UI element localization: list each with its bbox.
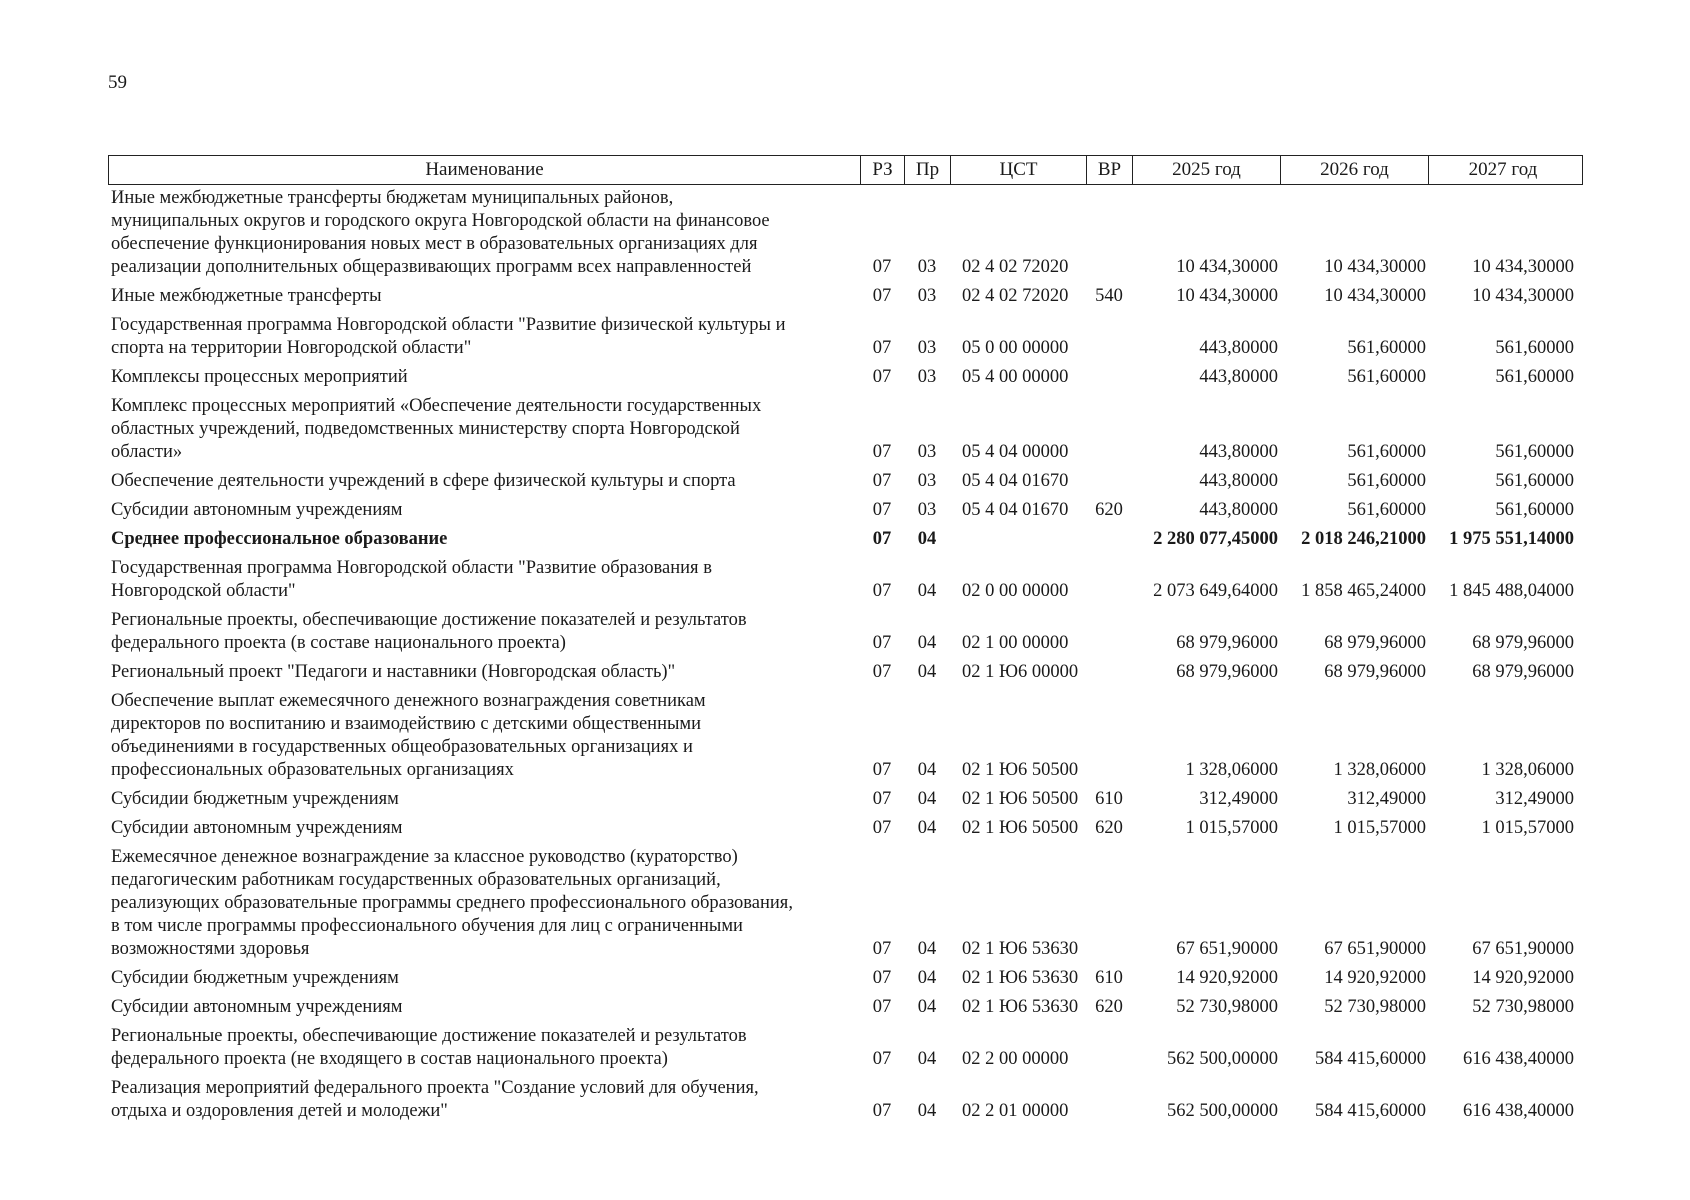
row-amount-2027: 561,60000 xyxy=(1495,442,1574,462)
row-rz: 07 xyxy=(872,1101,892,1121)
table-header xyxy=(108,155,1583,185)
row-cst: 02 1 00 00000 xyxy=(962,633,1069,653)
row-name: Иные межбюджетные трансферты xyxy=(111,286,382,306)
row-amount-2027: 10 434,30000 xyxy=(1472,257,1574,277)
row-amount-2026: 1 858 465,24000 xyxy=(1301,581,1426,601)
row-pr: 03 xyxy=(917,367,937,387)
row-cst: 02 1 Ю6 50500 xyxy=(962,760,1079,780)
row-pr: 03 xyxy=(917,286,937,306)
row-pr: 03 xyxy=(917,500,937,520)
row-amount-2027: 561,60000 xyxy=(1495,471,1574,491)
row-amount-2025: 1 015,57000 xyxy=(1185,818,1278,838)
table-row xyxy=(108,846,1583,961)
row-amount-2026: 561,60000 xyxy=(1347,500,1426,520)
row-amount-2027: 68 979,96000 xyxy=(1472,662,1574,682)
row-amount-2025: 312,49000 xyxy=(1199,789,1278,809)
row-rz: 07 xyxy=(872,471,892,491)
row-amount-2027: 1 845 488,04000 xyxy=(1449,581,1574,601)
row-rz: 07 xyxy=(872,1049,892,1069)
row-amount-2026: 67 651,90000 xyxy=(1324,939,1426,959)
row-cst: 02 4 02 72020 xyxy=(962,286,1069,306)
row-name: Комплекс процессных мероприятий «Обеспечение деятельности государственных областных учреждений, подведомственных министерству спорта Новгородской области» xyxy=(111,396,762,462)
row-amount-2027: 14 920,92000 xyxy=(1472,968,1574,988)
row-amount-2025: 10 434,30000 xyxy=(1176,257,1278,277)
header-name: Наименование xyxy=(109,156,861,184)
header-pr: Пр xyxy=(905,156,951,184)
row-name: Обеспечение деятельности учреждений в сфере физической культуры и спорта xyxy=(111,471,736,491)
row-vr: 620 xyxy=(1095,818,1123,838)
page-number: 59 xyxy=(108,72,127,93)
row-amount-2027: 1 328,06000 xyxy=(1481,760,1574,780)
row-amount-2026: 1 328,06000 xyxy=(1333,760,1426,780)
row-rz: 07 xyxy=(872,760,892,780)
row-amount-2026: 14 920,92000 xyxy=(1324,968,1426,988)
row-rz: 07 xyxy=(872,442,892,462)
row-amount-2025: 443,80000 xyxy=(1199,500,1278,520)
row-cst: 02 1 Ю6 53630 xyxy=(962,968,1079,988)
header-2027: 2027 год xyxy=(1468,159,1538,180)
row-cst: 05 0 00 00000 xyxy=(962,338,1069,358)
table-row xyxy=(108,285,1583,308)
row-rz: 07 xyxy=(872,581,892,601)
row-name: Субсидии автономным учреждениям xyxy=(111,997,403,1017)
row-amount-2027: 10 434,30000 xyxy=(1472,286,1574,306)
row-amount-2025: 562 500,00000 xyxy=(1167,1049,1278,1069)
row-amount-2026: 561,60000 xyxy=(1347,367,1426,387)
row-vr: 610 xyxy=(1095,968,1123,988)
row-amount-2025: 68 979,96000 xyxy=(1176,662,1278,682)
row-amount-2026: 584 415,60000 xyxy=(1315,1049,1426,1069)
row-pr: 03 xyxy=(917,442,937,462)
row-pr: 04 xyxy=(917,997,937,1017)
row-pr: 04 xyxy=(917,662,937,682)
table-row xyxy=(108,661,1583,684)
row-amount-2027: 1 015,57000 xyxy=(1481,818,1574,838)
table-row xyxy=(108,366,1583,389)
table-row xyxy=(108,690,1583,782)
row-pr: 04 xyxy=(917,789,937,809)
row-pr: 04 xyxy=(917,1049,937,1069)
row-cst: 02 1 Ю6 50500 xyxy=(962,818,1079,838)
table-row xyxy=(108,187,1583,279)
row-name: Ежемесячное денежное вознаграждение за классное руководство (кураторство) педагогическим работникам государственных образовательных организаций, реализующих образовательные программы среднего профессионального образования, в том числе программы профессионального обучения для лиц с ограниченными возможностями здоровья xyxy=(111,847,793,959)
header-cst: ЦСТ xyxy=(951,156,1087,184)
row-amount-2025: 562 500,00000 xyxy=(1167,1101,1278,1121)
row-amount-2025: 443,80000 xyxy=(1199,442,1278,462)
row-cst: 02 0 00 00000 xyxy=(962,581,1069,601)
row-cst: 02 4 02 72020 xyxy=(962,257,1069,277)
row-cst: 05 4 04 01670 xyxy=(962,471,1069,491)
row-name: Региональные проекты, обеспечивающие достижение показателей и результатов федерального проекта (в составе национального проекта) xyxy=(111,610,747,653)
row-cst: 05 4 00 00000 xyxy=(962,367,1069,387)
row-cst: 05 4 04 00000 xyxy=(962,442,1069,462)
row-cst: 02 1 Ю6 00000 xyxy=(962,662,1079,682)
row-amount-2027: 616 438,40000 xyxy=(1463,1101,1574,1121)
row-rz: 07 xyxy=(872,997,892,1017)
row-amount-2025: 10 434,30000 xyxy=(1176,286,1278,306)
table-row xyxy=(108,395,1583,464)
row-rz: 07 xyxy=(872,257,892,277)
table-row xyxy=(108,609,1583,655)
row-amount-2027: 312,49000 xyxy=(1495,789,1574,809)
row-pr: 04 xyxy=(917,818,937,838)
row-amount-2026: 561,60000 xyxy=(1347,442,1426,462)
row-amount-2025: 443,80000 xyxy=(1199,338,1278,358)
row-cst: 02 1 Ю6 53630 xyxy=(962,997,1079,1017)
table-row xyxy=(108,314,1583,360)
header-2025: 2025 год xyxy=(1133,156,1281,184)
table-row xyxy=(108,499,1583,522)
table-row xyxy=(108,528,1583,551)
row-amount-2026: 584 415,60000 xyxy=(1315,1101,1426,1121)
header-rz: РЗ xyxy=(861,156,905,184)
budget-table xyxy=(108,155,1583,1129)
row-name: Государственная программа Новгородской области "Развитие физической культуры и спорта на территории Новгородской области" xyxy=(111,315,786,358)
row-rz: 07 xyxy=(872,939,892,959)
row-pr: 04 xyxy=(917,633,937,653)
row-pr: 04 xyxy=(917,939,937,959)
row-name: Субсидии автономным учреждениям xyxy=(111,818,403,838)
row-vr: 540 xyxy=(1095,286,1123,306)
header-2026: 2026 год xyxy=(1281,156,1429,184)
row-amount-2025: 443,80000 xyxy=(1199,367,1278,387)
row-pr: 04 xyxy=(917,1101,937,1121)
row-name: Обеспечение выплат ежемесячного денежного вознаграждения советникам директоров по воспитанию и взаимодействию с детскими общественными объединениями в государственных общеобразовательных организациях и профессиональных образовательных организациях xyxy=(111,691,706,780)
row-amount-2027: 616 438,40000 xyxy=(1463,1049,1574,1069)
row-cst: 02 2 01 00000 xyxy=(962,1101,1069,1121)
row-cst: 05 4 04 01670 xyxy=(962,500,1069,520)
row-rz: 07 xyxy=(872,286,892,306)
row-name: Государственная программа Новгородской области "Развитие образования в Новгородской области" xyxy=(111,558,712,601)
row-rz: 07 xyxy=(872,789,892,809)
row-amount-2025: 2 280 077,45000 xyxy=(1153,529,1278,549)
row-rz: 07 xyxy=(872,338,892,358)
table-row xyxy=(108,967,1583,990)
row-rz: 07 xyxy=(872,367,892,387)
row-amount-2027: 67 651,90000 xyxy=(1472,939,1574,959)
row-name: Среднее профессиональное образование xyxy=(111,529,448,549)
table-row xyxy=(108,470,1583,493)
row-amount-2027: 561,60000 xyxy=(1495,367,1574,387)
row-pr: 03 xyxy=(917,257,937,277)
row-amount-2025: 1 328,06000 xyxy=(1185,760,1278,780)
header-vr: ВР xyxy=(1087,156,1133,184)
row-cst: 02 1 Ю6 50500 xyxy=(962,789,1079,809)
row-pr: 04 xyxy=(917,760,937,780)
row-rz: 07 xyxy=(872,662,892,682)
row-amount-2025: 52 730,98000 xyxy=(1176,997,1278,1017)
row-amount-2026: 10 434,30000 xyxy=(1324,257,1426,277)
row-amount-2025: 14 920,92000 xyxy=(1176,968,1278,988)
row-amount-2026: 68 979,96000 xyxy=(1324,633,1426,653)
row-pr: 04 xyxy=(917,529,937,549)
row-amount-2025: 443,80000 xyxy=(1199,471,1278,491)
row-cst: 02 1 Ю6 53630 xyxy=(962,939,1079,959)
row-amount-2026: 561,60000 xyxy=(1347,471,1426,491)
row-amount-2026: 52 730,98000 xyxy=(1324,997,1426,1017)
row-pr: 04 xyxy=(917,581,937,601)
row-name: Иные межбюджетные трансферты бюджетам муниципальных районов, муниципальных округов и городского округа Новгородской области на финансовое обеспечение функционирования новых мест в образовательных организациях для реализации дополнительных общеразвивающих программ всех направленностей xyxy=(111,188,770,277)
row-amount-2027: 561,60000 xyxy=(1495,338,1574,358)
row-amount-2026: 2 018 246,21000 xyxy=(1301,529,1426,549)
row-rz: 07 xyxy=(872,818,892,838)
row-name: Региональный проект "Педагоги и наставники (Новгородская область)" xyxy=(111,662,676,682)
row-amount-2026: 10 434,30000 xyxy=(1324,286,1426,306)
row-name: Региональные проекты, обеспечивающие достижение показателей и результатов федерального проекта (не входящего в состав национального проекта) xyxy=(111,1026,747,1069)
row-amount-2026: 68 979,96000 xyxy=(1324,662,1426,682)
row-vr: 620 xyxy=(1095,997,1123,1017)
row-rz: 07 xyxy=(872,500,892,520)
row-rz: 07 xyxy=(872,529,892,549)
row-cst: 02 2 00 00000 xyxy=(962,1049,1069,1069)
row-amount-2026: 561,60000 xyxy=(1347,338,1426,358)
row-pr: 03 xyxy=(917,471,937,491)
row-pr: 03 xyxy=(917,338,937,358)
row-amount-2027: 68 979,96000 xyxy=(1472,633,1574,653)
row-amount-2027: 1 975 551,14000 xyxy=(1449,529,1574,549)
table-row xyxy=(108,788,1583,811)
row-name: Субсидии бюджетным учреждениям xyxy=(111,968,399,988)
row-rz: 07 xyxy=(872,968,892,988)
row-amount-2027: 52 730,98000 xyxy=(1472,997,1574,1017)
row-amount-2026: 312,49000 xyxy=(1347,789,1426,809)
row-name: Субсидии бюджетным учреждениям xyxy=(111,789,399,809)
table-row xyxy=(108,1025,1583,1071)
row-amount-2027: 561,60000 xyxy=(1495,500,1574,520)
row-rz: 07 xyxy=(872,633,892,653)
row-amount-2025: 2 073 649,64000 xyxy=(1153,581,1278,601)
row-name: Комплексы процессных мероприятий xyxy=(111,367,408,387)
row-name: Субсидии автономным учреждениям xyxy=(111,500,403,520)
row-vr: 610 xyxy=(1095,789,1123,809)
row-amount-2025: 68 979,96000 xyxy=(1176,633,1278,653)
table-body xyxy=(108,187,1583,1123)
row-vr: 620 xyxy=(1095,500,1123,520)
row-name: Реализация мероприятий федерального проекта "Создание условий для обучения, отдыха и оздоровления детей и молодежи" xyxy=(111,1078,759,1121)
row-amount-2025: 67 651,90000 xyxy=(1176,939,1278,959)
table-row xyxy=(108,817,1583,840)
table-row xyxy=(108,1077,1583,1123)
row-pr: 04 xyxy=(917,968,937,988)
table-row xyxy=(108,557,1583,603)
table-row xyxy=(108,996,1583,1019)
row-amount-2026: 1 015,57000 xyxy=(1333,818,1426,838)
